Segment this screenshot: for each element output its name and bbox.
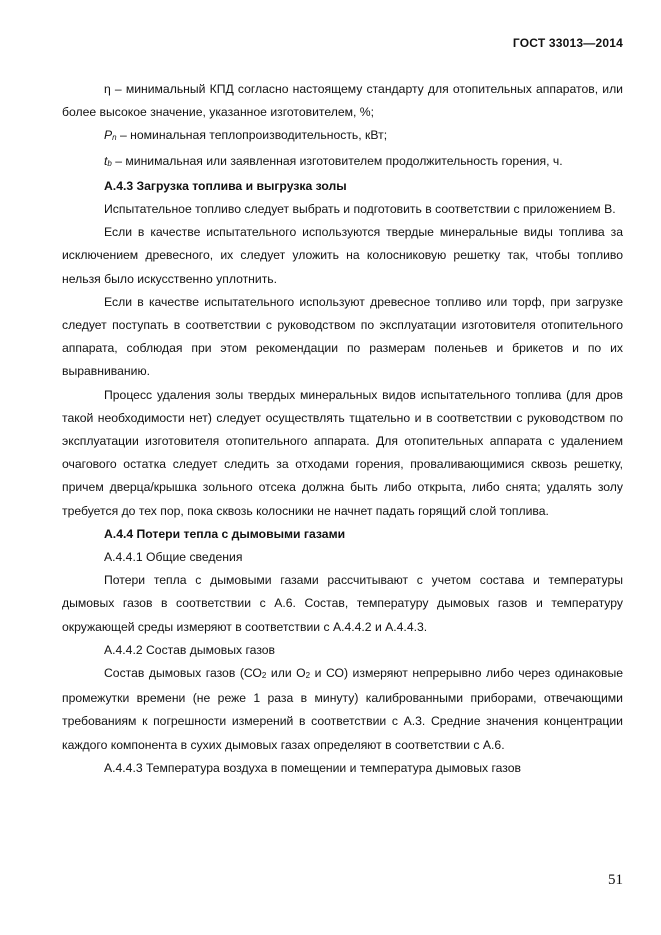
paragraph-heat-loss: Потери тепла с дымовыми газами рассчитывают с учетом состава и температуры дымовых газов в соответствии с А.6. Состав, температуру дымовых газов и температуру окружающей среды измеряют в соответствии с А.4.4.2 и А.4.4.3. bbox=[62, 573, 623, 634]
subsection-a4443: А.4.4.3 Температура воздуха в помещении и температура дымовых газов bbox=[104, 760, 521, 775]
flue-gas-text-a: Состав дымовых газов (СО bbox=[104, 666, 262, 681]
eta-definition: η – минимальный КПД согласно настоящему стандарту для отопительных аппаратов, или более высокое значение, указанное изготовителем, %; bbox=[62, 82, 623, 120]
o2-subscript: 2 bbox=[305, 671, 311, 681]
tb-subscript: b bbox=[107, 158, 112, 168]
subsection-a4442: А.4.4.2 Состав дымовых газов bbox=[104, 642, 276, 657]
flue-gas-text-c: и СО) измеряют непрерывно либо через одинаковые промежутки времени (не реже 1 раза в минуту) калиброванными приборами, отвечающими требованиям к погрешности измерений в соответствии с А.3. Средние значения концентрации каждого компонента в сухих дымовых газах определяют в соответствии с А.6. bbox=[62, 666, 623, 752]
paragraph-ash-removal: Процесс удаления золы твердых минеральных видов испытательного топлива (для дров такой необходимости нет) следует осуществлять тщательно и в соответствии с руководством по эксплуатации изготовителя отопительного аппарата. Для отопительных аппарата с удалением очагового остатка следует следить за отходами горения, проваливающимися сквозь решетку, причем дверца/крышка зольного отсека должна быть либо открыта, либо снята; удалять золу требуется до тех пор, пока сквозь колосники не начнет падать горящий слой топлива. bbox=[62, 387, 623, 518]
paragraph-test-fuel: Испытательное топливо следует выбрать и подготовить в соответствии с приложением В. bbox=[104, 202, 616, 217]
section-heading-a443: А.4.3 Загрузка топлива и выгрузка золы bbox=[104, 178, 347, 193]
paragraph-flue-gas-composition bbox=[62, 662, 623, 757]
pn-symbol: P bbox=[104, 128, 113, 143]
tb-symbol: t bbox=[104, 153, 108, 168]
standard-header: ГОСТ 33013—2014 bbox=[512, 36, 623, 50]
pn-definition bbox=[62, 124, 623, 149]
pn-text: – номинальная теплопроизводительность, кВт; bbox=[116, 128, 388, 143]
flue-gas-text-b: или О bbox=[266, 666, 306, 681]
pn-subscript: n bbox=[112, 133, 117, 143]
section-heading-a444: А.4.4 Потери тепла с дымовыми газами bbox=[104, 526, 346, 541]
document-body bbox=[62, 78, 623, 780]
tb-definition bbox=[62, 150, 623, 175]
subsection-a4441: А.4.4.1 Общие сведения bbox=[104, 550, 243, 565]
paragraph-mineral-fuel: Если в качестве испытательного используются твердые минеральные виды топлива за исключением древесного, их следует уложить на колосниковую решетку так, чтобы топливо нельзя было искусственно уплотнить. bbox=[62, 225, 623, 286]
paragraph-wood-fuel: Если в качестве испытательного используют древесное топливо или торф, при загрузке следует поступать в соответствии с руководством по эксплуатации изготовителя отопительного аппарата, соблюдая при этом рекомендации по размерам поленьев и брикетов и по их выравниванию. bbox=[62, 294, 623, 379]
page-number: 51 bbox=[608, 872, 623, 888]
co2-subscript: 2 bbox=[261, 671, 267, 681]
tb-text: – минимальная или заявленная изготовителем продолжительность горения, ч. bbox=[111, 153, 563, 168]
